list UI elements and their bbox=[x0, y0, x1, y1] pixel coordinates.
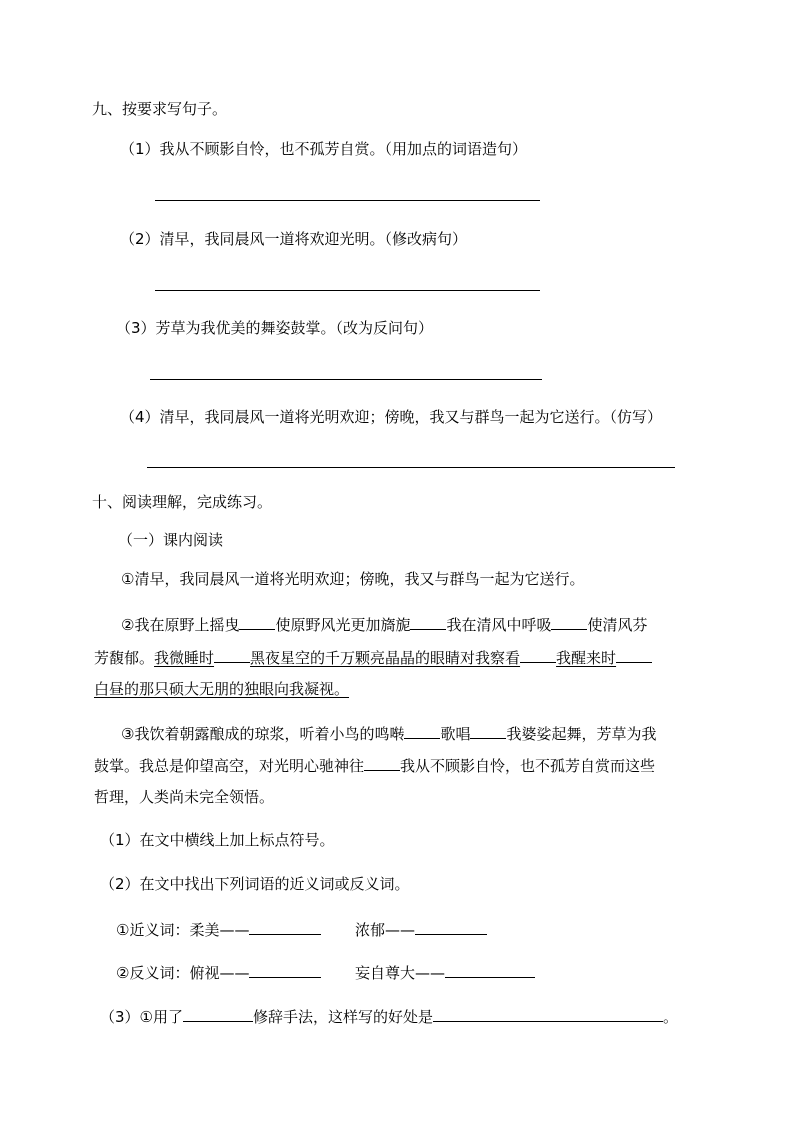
question-item: （4）清早，我同晨风一道将光明欢迎；傍晚，我又与群鸟一起为它送行。（仿写） bbox=[120, 408, 663, 426]
underlined-text: 我微睡时 bbox=[154, 649, 215, 667]
answer-blank[interactable] bbox=[433, 1006, 663, 1022]
question-item: （2）清早，我同晨风一道将欢迎光明。（修改病句） bbox=[120, 230, 468, 248]
underlined-text: 白昼的那只硕大无朋的独眼向我凝视。 bbox=[94, 680, 350, 698]
punctuation-blank[interactable] bbox=[239, 614, 275, 630]
passage-paragraph: ①清早，我同晨风一道将光明欢迎；傍晚，我又与群鸟一起为它送行。 bbox=[121, 570, 585, 588]
answer-blank[interactable] bbox=[249, 962, 321, 978]
answer-line[interactable] bbox=[155, 200, 540, 201]
question-item: （3）芳草为我优美的舞姿鼓掌。（改为反问句） bbox=[116, 319, 434, 337]
question-item bbox=[355, 962, 535, 983]
answer-line[interactable] bbox=[155, 290, 540, 291]
passage-text: 使清风芬 bbox=[587, 616, 648, 634]
question-item bbox=[100, 1006, 678, 1027]
punctuation-blank[interactable] bbox=[410, 614, 446, 630]
punctuation-blank[interactable] bbox=[404, 723, 440, 739]
question-item bbox=[116, 919, 321, 940]
underlined-text: 我醒来时 bbox=[556, 649, 617, 667]
punctuation-blank[interactable] bbox=[214, 647, 250, 663]
passage-paragraph bbox=[94, 679, 349, 699]
answer-blank[interactable] bbox=[445, 962, 535, 978]
passage-text: ③我饮着朝露酿成的琼浆，听着小鸟的鸣啭 bbox=[121, 725, 405, 743]
passage-text: 芳馥郁。 bbox=[94, 649, 155, 667]
passage-text: ②我在原野上摇曳 bbox=[121, 616, 240, 634]
passage-text: 使原野风光更加旖旎 bbox=[275, 616, 411, 634]
answer-line[interactable] bbox=[147, 467, 675, 468]
question-label: ②反义词：俯视—— bbox=[116, 964, 250, 982]
answer-blank[interactable] bbox=[249, 919, 321, 935]
answer-line[interactable] bbox=[150, 379, 542, 380]
punctuation-blank[interactable] bbox=[364, 755, 400, 771]
passage-paragraph bbox=[94, 755, 655, 776]
punctuation-blank[interactable] bbox=[520, 647, 556, 663]
punctuation-blank[interactable] bbox=[616, 647, 652, 663]
question-label: 浓郁—— bbox=[355, 921, 416, 939]
question-label: ①近义词：柔美—— bbox=[116, 921, 250, 939]
question-item bbox=[355, 919, 487, 940]
question-label: （3）①用了 bbox=[100, 1008, 183, 1026]
passage-text: 鼓掌。我总是仰望高空，对光明心驰神往 bbox=[94, 757, 365, 775]
question-item: （1）我从不顾影自怜，也不孤芳自赏。（用加点的词语造句） bbox=[120, 140, 528, 158]
question-label: 。 bbox=[663, 1008, 679, 1026]
punctuation-blank[interactable] bbox=[551, 614, 587, 630]
question-item: （2）在文中找出下列词语的近义词或反义词。 bbox=[100, 875, 410, 893]
question-item bbox=[116, 962, 321, 983]
passage-text: 歌唱 bbox=[440, 725, 471, 743]
answer-blank[interactable] bbox=[183, 1006, 253, 1022]
question-label: 修辞手法，这样写的好处是 bbox=[253, 1008, 434, 1026]
underlined-text: 黑夜星空的千万颗亮晶晶的眼睛对我察看 bbox=[250, 649, 521, 667]
section-heading: 九、按要求写句子。 bbox=[92, 100, 228, 118]
sub-heading: （一）课内阅读 bbox=[118, 531, 224, 549]
answer-blank[interactable] bbox=[415, 919, 487, 935]
passage-text: 我从不顾影自怜，也不孤芳自赏而这些 bbox=[400, 757, 656, 775]
passage-text: 我在清风中呼吸 bbox=[446, 616, 552, 634]
passage-paragraph bbox=[121, 723, 656, 744]
question-item: （1）在文中横线上加上标点符号。 bbox=[100, 831, 335, 849]
punctuation-blank[interactable] bbox=[470, 723, 506, 739]
section-heading: 十、阅读理解，完成练习。 bbox=[92, 493, 273, 511]
passage-paragraph bbox=[94, 647, 652, 668]
passage-text: 我婆娑起舞，芳草为我 bbox=[506, 725, 657, 743]
question-label: 妄自尊大—— bbox=[355, 964, 446, 982]
passage-paragraph bbox=[121, 614, 648, 635]
passage-paragraph: 哲理，人类尚未完全领悟。 bbox=[94, 788, 275, 806]
